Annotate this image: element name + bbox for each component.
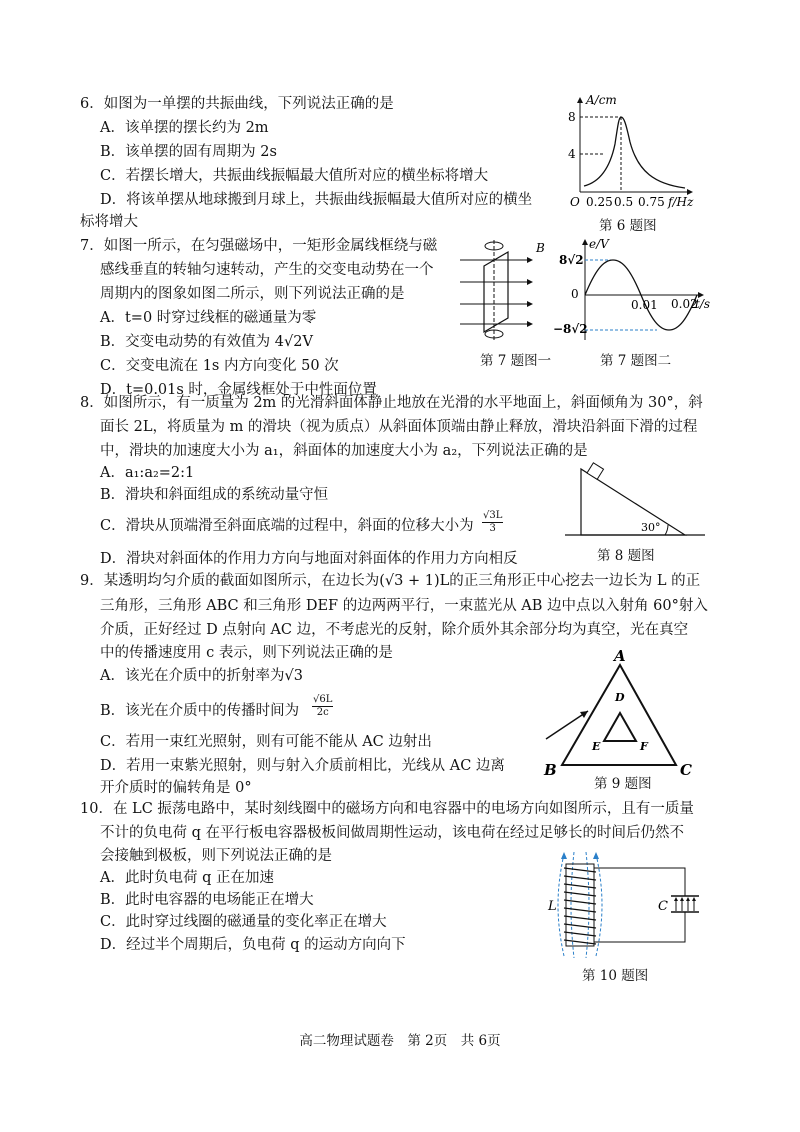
q9-fraction-denominator: 2c (316, 707, 329, 718)
q9-stem-line1: 9．某透明均匀介质的截面如图所示，在边长为(√3 + 1)L的正三角形正中心挖去一边长为 L 的正 (80, 573, 701, 589)
q10-capacitor-field-arrows (676, 899, 694, 911)
q9-stem-line2: 三角形，三角形 ABC 和三角形 DEF 的边两两平行，一束蓝光从 AB 边中点以入射角 60°射入 (100, 598, 708, 614)
q7-caption-two: 第 7 题图二 (600, 353, 672, 369)
q10-coil-windings (564, 868, 596, 944)
q6-stem: 6．如图为一单摆的共振曲线，下列说法正确的是 (80, 96, 394, 112)
q10-option-c: C．此时穿过线圈的磁通量的变化率正在增大 (100, 914, 387, 930)
q9-stem-line3: 介质，正好经过 D 点射向 AC 边，不考虑光的反射，除介质外其余部分均为真空，光在真空 (100, 622, 689, 638)
q8-slider-block (587, 463, 604, 480)
q9-option-d: D．若用一束紫光照射，则与射入介质前相比，光线从 AC 边离 (100, 758, 505, 774)
q8-stem-line3: 中，滑块的加速度大小为 a₁，斜面体的加速度大小为 a₂，下列说法正确的是 (100, 443, 588, 459)
q10-field-line (571, 852, 574, 958)
q10-field-arrow (593, 852, 599, 859)
q8-angle-arc (665, 525, 668, 535)
q7-option-a: A．t=0 时穿过线框的磁通量为零 (100, 310, 317, 326)
q10-wire-bottom (594, 912, 685, 942)
q9-triangle-figure (538, 645, 698, 780)
q10-option-d: D．经过半个周期后，负电荷 q 的运动方向向下 (100, 937, 406, 953)
q10-field-arrow (561, 852, 567, 859)
q7-x001: 0.01 (631, 298, 658, 312)
q10-label-c: C (658, 899, 668, 914)
q10-stem-line1: 10．在 LC 振荡电路中，某时刻线圈中的磁场方向和电容器中的电场方向如图所示，且有一质量 (80, 801, 694, 817)
q6-origin: O (570, 195, 580, 209)
q6-option-b: B．该单摆的固有周期为 2s (100, 144, 277, 160)
q8-angle-label: 30° (641, 521, 661, 534)
q6-xlabel: f/Hz (668, 195, 694, 209)
q9-fraction-numerator: √6L (313, 694, 333, 705)
q6-y4: 4 (568, 147, 576, 161)
q7-ytop: 8√2 (559, 253, 584, 267)
q8-option-c-fraction (482, 510, 503, 535)
q8-fraction-denominator: 3 (489, 523, 496, 534)
q10-option-a: A．此时负电荷 q 正在加速 (100, 870, 274, 886)
q9-ray-arrowhead (580, 711, 588, 718)
q6-option-c: C．若摆长增大，共振曲线振幅最大值所对应的横坐标将增大 (100, 168, 489, 184)
q6-caption: 第 6 题图 (599, 218, 657, 234)
q10-option-b: B．此时电容器的电场能正在增大 (100, 892, 314, 908)
q7-figure-one-coil (456, 236, 566, 344)
q6-resonance-curve (584, 117, 685, 188)
q9-option-a: A．该光在介质中的折射率为√3 (100, 668, 303, 684)
q9-option-c: C．若用一束红光照射，则有可能不能从 AC 边射出 (100, 734, 432, 750)
q8-option-c: C．滑块从顶端滑至斜面底端的过程中，斜面的位移大小为 (100, 518, 474, 534)
q7-option-d: D．t=0.01s 时，金属线框处于中性面位置 (100, 382, 377, 398)
q9-label-a: A (614, 647, 626, 665)
q7-label-b: B (536, 241, 545, 255)
q10-field-line (558, 854, 564, 956)
page-footer: 高二物理试题卷 第 2页 共 6页 (299, 1033, 501, 1049)
q9-option-b: B．该光在介质中的传播时间为 (100, 703, 300, 719)
q8-stem-line1: 8．如图所示，有一质量为 2m 的光滑斜面体静止地放在光滑的水平地面上，斜面倾角为 30°，斜 (80, 395, 703, 411)
q8-option-b: B．滑块和斜面组成的系统动量守恒 (100, 487, 329, 503)
q7-stem-line2: 感线垂直的转轴匀速转动，产生的交变电动势在一个 (100, 262, 434, 278)
q7-option-b: B．交变电动势的有效值为 4√2V (100, 334, 313, 350)
q7-stem-line3: 周期内的图象如图二所示，则下列说法正确的是 (100, 286, 405, 302)
q6-x05: 0.5 (614, 195, 634, 209)
q9-caption: 第 9 题图 (594, 776, 652, 792)
q7-zero: 0 (571, 287, 579, 301)
q6-option-d: D．将该单摆从地球搬到月球上，共振曲线振幅最大值所对应的横坐 (100, 192, 533, 208)
q10-wire-top (594, 868, 685, 896)
q8-option-d: D．滑块对斜面体的作用力方向与地面对斜面体的作用力方向相反 (100, 551, 518, 567)
q9-option-d-cont: 开介质时的偏转角是 0° (100, 780, 252, 796)
q6-resonance-figure (560, 94, 710, 219)
q10-label-l: L (548, 899, 557, 914)
q7-figure-two-graph (553, 236, 713, 344)
q7-caption-one: 第 7 题图一 (480, 353, 552, 369)
q9-label-b: B (544, 761, 557, 779)
q10-caption: 第 10 题图 (582, 968, 649, 984)
q7-frame (484, 252, 508, 332)
q7-ylabel: e/V (589, 237, 609, 251)
q9-inner-triangle-def (604, 713, 636, 741)
q10-stem-line2: 不计的负电荷 q 在平行板电容器极板间做周期性运动，该电荷在经过足够长的时间后仍然不 (100, 825, 684, 841)
q8-incline-figure (565, 459, 710, 539)
q6-option-a: A．该单摆的摆长约为 2m (100, 120, 269, 136)
q9-label-d: D (615, 691, 625, 704)
q10-field-line (596, 854, 602, 956)
q10-lc-circuit-figure (540, 850, 700, 960)
q10-field-line (586, 852, 589, 958)
q8-option-a: A．a₁:a₂=2:1 (100, 465, 195, 481)
q7-ybot: −8√2 (553, 322, 588, 336)
q8-stem-line2: 面长 2L，将质量为 m 的滑块（视为质点）从斜面体顶端由静止释放，滑块沿斜面下滑的过程 (100, 419, 698, 435)
q7-xlabel: t/s (695, 297, 711, 311)
q7-stem-line1: 7．如图一所示，在匀强磁场中，一矩形金属线框绕与磁 (80, 238, 438, 254)
q7-option-c: C．交变电流在 1s 内方向变化 50 次 (100, 358, 339, 374)
q9-label-f: F (640, 740, 648, 753)
q8-fraction-numerator: √3L (483, 510, 503, 521)
q9-label-e: E (592, 740, 601, 753)
q6-ylabel: A/cm (586, 93, 617, 107)
q9-light-ray (546, 711, 588, 739)
q6-x075: 0.75 (638, 195, 665, 209)
q6-option-d-cont: 标将增大 (80, 214, 138, 230)
q9-option-b-fraction (312, 694, 333, 719)
q9-stem-line4: 中的传播速度用 c 表示，则下列说法正确的是 (100, 645, 393, 661)
q8-caption: 第 8 题图 (597, 548, 655, 564)
q6-y8: 8 (568, 110, 576, 124)
q9-label-c: C (680, 761, 692, 779)
q6-x025: 0.25 (586, 195, 613, 209)
q10-stem-line3: 会接触到极板，则下列说法正确的是 (100, 848, 332, 864)
q7-x002: 0.02 (671, 297, 698, 311)
